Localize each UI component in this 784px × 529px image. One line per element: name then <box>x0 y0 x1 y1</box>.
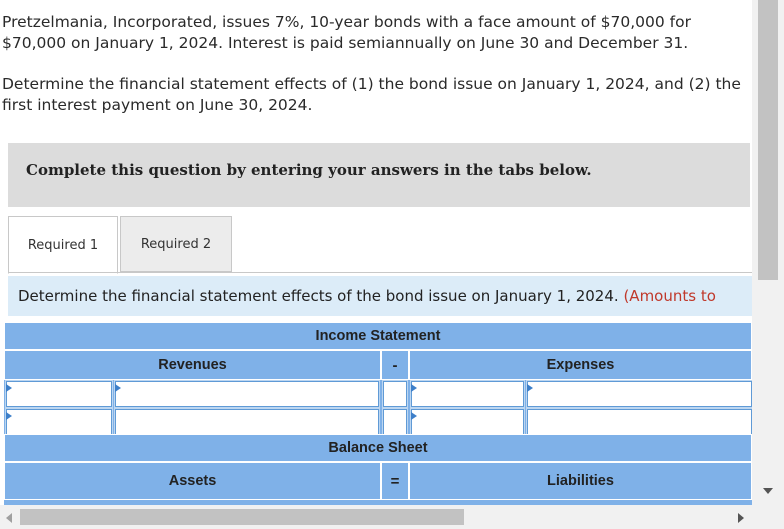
scroll-down-arrow-icon[interactable] <box>763 488 773 494</box>
row1-expenses-marker-icon <box>527 384 533 392</box>
row2-revenues-field[interactable] <box>116 410 378 434</box>
liabilities-header <box>409 462 752 500</box>
tab-divider <box>8 272 752 273</box>
income-statement-header <box>4 322 752 350</box>
row2-expenses-field[interactable] <box>528 410 751 434</box>
problem-paragraph-2: Determine the financial statement effects of (1) the bond issue on January 1, 2024, and (2) the first interest payment on June 30, 2024. <box>2 75 741 114</box>
row2-expenses-label-input[interactable] <box>411 409 524 435</box>
problem-paragraph-1: Pretzelmania, Incorporated, issues 7%, 10-year bonds with a face amount of $70,000 for $70,000 on January 1, 2024. Interest is paid semiannually on June 30 and December 31. <box>2 13 691 52</box>
row2-label-input[interactable] <box>6 409 112 435</box>
liabilities-header-text: Liabilities <box>547 473 614 489</box>
row1-label-field[interactable] <box>7 382 111 406</box>
equals-operator: = <box>390 472 400 490</box>
balance-sheet-header <box>4 434 752 462</box>
scroll-right-arrow-icon[interactable] <box>738 513 744 523</box>
problem-text <box>2 12 750 116</box>
row1-label-input[interactable] <box>6 381 112 407</box>
row2-expenses-label-dropdown-icon <box>411 412 417 420</box>
row1-expenses-label-field[interactable] <box>412 382 523 406</box>
row1-expenses-field[interactable] <box>528 382 751 406</box>
scrollbar-corner <box>752 505 784 529</box>
row1-expenses-label-dropdown-icon <box>411 384 417 392</box>
prompt-note: (Amounts to <box>623 287 716 305</box>
row2-revenues-input[interactable] <box>115 409 379 435</box>
vertical-scrollbar[interactable] <box>752 0 784 505</box>
expenses-header-text: Expenses <box>546 357 615 373</box>
row1-revenues-field[interactable] <box>116 382 378 406</box>
expenses-header <box>409 350 752 380</box>
minus-operator: - <box>392 356 398 374</box>
instructions-box <box>8 143 750 207</box>
income-statement-header-text: Income Statement <box>315 328 441 344</box>
prompt-text-line <box>18 287 716 305</box>
tab-required-1[interactable] <box>8 216 118 274</box>
assets-header <box>4 462 381 500</box>
row1-label-dropdown-icon <box>6 384 12 392</box>
row2-label-field[interactable] <box>7 410 111 434</box>
row1-expenses-label-input[interactable] <box>411 381 524 407</box>
assets-header-text: Assets <box>168 473 217 489</box>
balance-sheet-header-text: Balance Sheet <box>328 440 428 456</box>
revenues-header <box>4 350 381 380</box>
row2-label-dropdown-icon <box>6 412 12 420</box>
row2-expenses-input[interactable] <box>527 409 752 435</box>
prompt-bar <box>8 276 752 316</box>
scroll-left-arrow-icon[interactable] <box>6 513 12 523</box>
equals-operator-header <box>381 462 409 500</box>
tab-required-1-label: Required 1 <box>27 237 99 253</box>
row1-revenues-input[interactable] <box>115 381 379 407</box>
prompt-text: Determine the financial statement effects of the bond issue on January 1, 2024. <box>18 287 619 305</box>
row1-operator-cell <box>383 381 407 407</box>
tab-required-2-label: Required 2 <box>140 236 212 252</box>
instructions-text: Complete this question by entering your answers in the tabs below. <box>26 161 592 179</box>
financial-effects-table <box>4 322 752 505</box>
row1-revenues-marker-icon <box>115 384 121 392</box>
minus-operator-header <box>381 350 409 380</box>
row2-operator-cell <box>383 409 407 435</box>
row2-expenses-label-field[interactable] <box>412 410 523 434</box>
revenues-header-text: Revenues <box>158 357 227 373</box>
tab-required-2[interactable] <box>120 216 232 272</box>
row1-expenses-input[interactable] <box>527 381 752 407</box>
horizontal-scroll-thumb[interactable] <box>20 509 464 525</box>
vertical-scroll-thumb[interactable] <box>758 0 778 280</box>
horizontal-scrollbar[interactable] <box>0 505 752 529</box>
